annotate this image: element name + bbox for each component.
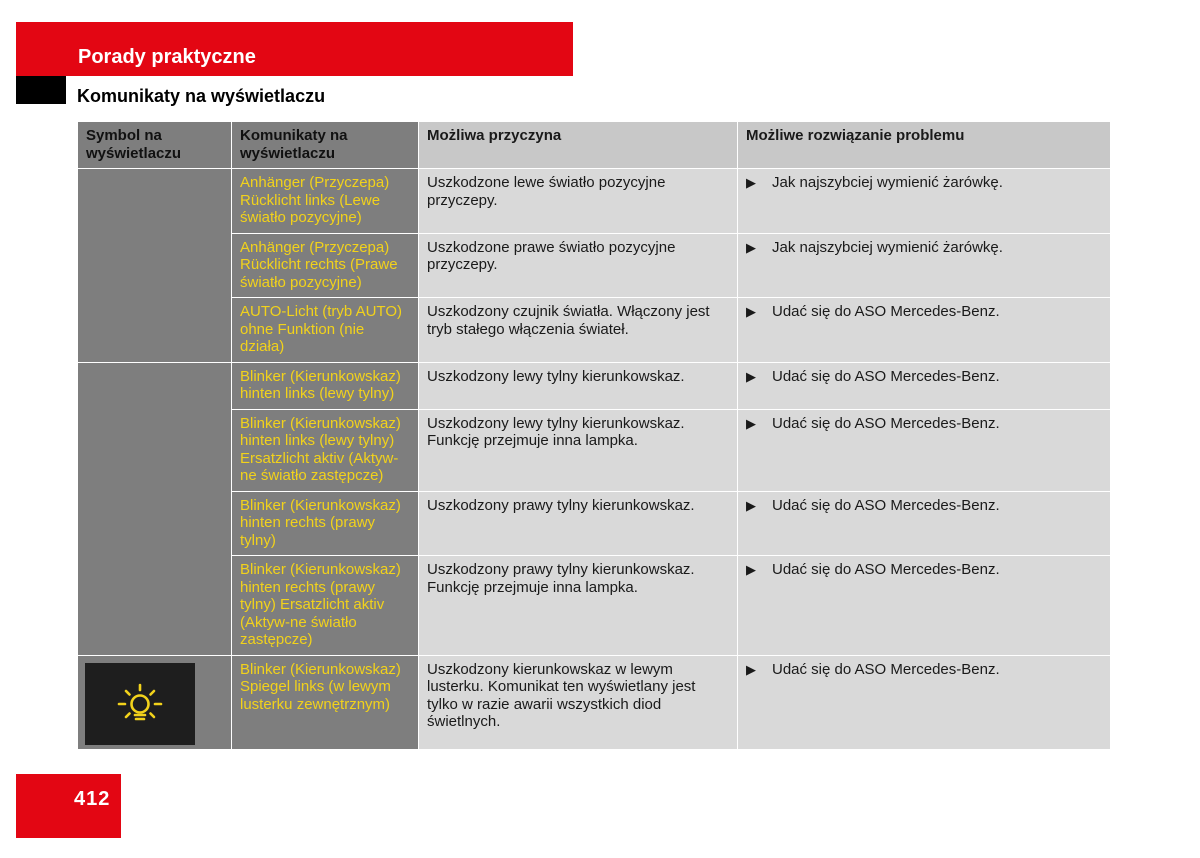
symbol-cell-empty [78, 169, 232, 363]
display-messages-table [77, 121, 1111, 750]
header-solution: Możliwe rozwiązanie problemu [738, 122, 1111, 169]
header-message: Komunikaty na wyświetlaczu [232, 122, 419, 169]
table-row [78, 409, 1111, 491]
arrow-right-icon: ▶ [746, 415, 756, 431]
solution-text: Udać się do ASO Mercedes-Benz. [772, 414, 1000, 432]
arrow-right-icon: ▶ [746, 304, 756, 319]
solution-text: Udać się do ASO Mercedes-Benz. [772, 303, 1000, 320]
solution-text: Udać się do ASO Mercedes-Benz. [772, 367, 1000, 385]
message-cell: Blinker (Kierunkowskaz) hinten rechts (prawy tylny) [232, 491, 419, 556]
solution-text: Jak najszybciej wymienić żarówkę. [772, 238, 1003, 256]
table-header-row [78, 122, 1111, 169]
table-row [78, 655, 1111, 749]
subtitle-marker [16, 76, 66, 104]
solution-cell [738, 409, 1111, 491]
header-symbol: Symbol na wyświetlaczu [78, 122, 232, 169]
solution-cell [738, 362, 1111, 409]
solution-cell [738, 556, 1111, 656]
bulb-warning-icon [85, 663, 195, 745]
arrow-right-icon: ▶ [746, 239, 756, 255]
solution-cell [738, 298, 1111, 363]
solution-text: Udać się do ASO Mercedes-Benz. [772, 561, 1000, 578]
table-row [78, 556, 1111, 656]
message-cell: Anhänger (Przyczepa) Rücklicht rechts (Prawe światło pozycyjne) [232, 233, 419, 298]
cause-cell: Uszkodzony lewy tylny kierunkowskaz. [419, 362, 738, 409]
arrow-right-icon: ▶ [746, 175, 756, 190]
header-cause: Możliwa przyczyna [419, 122, 738, 169]
solution-cell [738, 233, 1111, 298]
table-row [78, 298, 1111, 363]
cause-cell: Uszkodzone lewe światło pozycyjne przyczepy. [419, 169, 738, 234]
solution-cell [738, 169, 1111, 234]
section-title: Porady praktyczne [78, 46, 256, 68]
message-cell: Anhänger (Przyczepa) Rücklicht links (Lewe światło pozycyjne) [232, 169, 419, 234]
solution-text: Udać się do ASO Mercedes-Benz. [772, 496, 1000, 514]
message-cell: AUTO-Licht (tryb AUTO) ohne Funktion (nie działa) [232, 298, 419, 363]
cause-cell: Uszkodzony lewy tylny kierunkowskaz. Funkcję przejmuje inna lampka. [419, 409, 738, 491]
table-row [78, 491, 1111, 556]
page-number: 412 [74, 788, 111, 810]
table-row [78, 362, 1111, 409]
table-row [78, 233, 1111, 298]
message-cell: Blinker (Kierunkowskaz) hinten links (lewy tylny) Ersatzlicht aktiv (Aktyw-ne światło zastępcze) [232, 409, 419, 491]
solution-cell [738, 491, 1111, 556]
arrow-right-icon: ▶ [746, 562, 756, 577]
page-subtitle: Komunikaty na wyświetlaczu [77, 86, 326, 106]
arrow-right-icon: ▶ [746, 497, 756, 513]
solution-cell [738, 655, 1111, 749]
message-cell: Blinker (Kierunkowskaz) hinten links (lewy tylny) [232, 362, 419, 409]
page-number-tab [16, 774, 121, 838]
cause-cell: Uszkodzony prawy tylny kierunkowskaz. Funkcję przejmuje inna lampka. [419, 556, 738, 656]
message-cell: Blinker (Kierunkowskaz) hinten rechts (prawy tylny) Ersatzlicht aktiv (Aktyw-ne światło zastępcze) [232, 556, 419, 656]
cause-cell: Uszkodzony prawy tylny kierunkowskaz. [419, 491, 738, 556]
solution-text: Jak najszybciej wymienić żarówkę. [772, 174, 1003, 191]
section-header-bar [16, 22, 573, 76]
symbol-cell [78, 655, 232, 749]
arrow-right-icon: ▶ [746, 661, 756, 677]
cause-cell: Uszkodzony czujnik światła. Włączony jest tryb stałego włączenia świateł. [419, 298, 738, 363]
table-row [78, 169, 1111, 234]
symbol-cell-empty [78, 362, 232, 655]
cause-cell: Uszkodzone prawe światło pozycyjne przyczepy. [419, 233, 738, 298]
message-cell: Blinker (Kierunkowskaz) Spiegel links (w lewym lusterku zewnętrznym) [232, 655, 419, 749]
arrow-right-icon: ▶ [746, 368, 756, 384]
cause-cell: Uszkodzony kierunkowskaz w lewym lusterku. Komunikat ten wyświetlany jest tylko w razie awarii wszystkich diod świetlnych. [419, 655, 738, 749]
solution-text: Udać się do ASO Mercedes-Benz. [772, 660, 1000, 678]
